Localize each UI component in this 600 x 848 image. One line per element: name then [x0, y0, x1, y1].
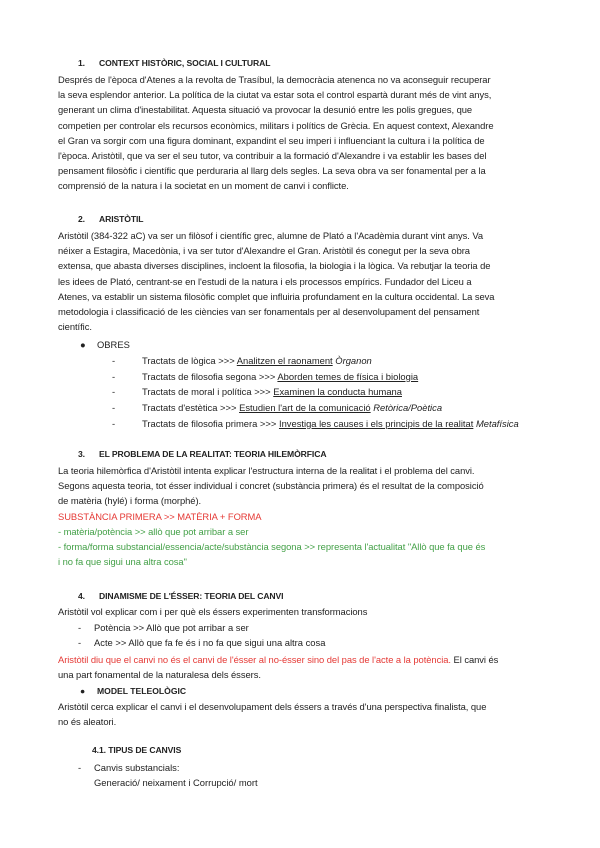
bullet-dot-icon: ● [80, 686, 86, 696]
bullet-obres: ● OBRES [80, 337, 130, 352]
works-list [112, 353, 519, 431]
paragraph-hilemorfica: La teoria hilemòrfica d'Aristòtil intenta explicar l'estructura interna de la realitat i el problema del canvi. Segons aquesta teoria, tot ésser individual i concret (substància primera) és el resultat de la composició de matèria (hylé) i forma (morphé). SUBSTÀNCIA PRIMERA >> MATÈRIA + FORMA - matèria/potència >> allò que pot arribar a ser - forma/forma substancial/essencia/acte/substància segona >> representa l'actualitat "Allò que fa que és i no fa que sigui una altra cosa" [58, 463, 546, 569]
list-item: - Acte >> Allò que fa fe és i no fa que sigui una altra cosa [78, 637, 326, 649]
list-item: - Canvis substancials: [78, 762, 180, 773]
section-heading-context: 1. CONTEXT HISTÒRIC, SOCIAL I CULTURAL [78, 58, 271, 68]
bullet-dot-icon: ● [80, 339, 86, 350]
list-item-detail: Generació/ neixament i Corrupció/ mort [94, 777, 258, 789]
paragraph-canvi: Aristòtil diu que el canvi no és el canvi de l'ésser al no-ésser sino del pas de l'acte a la potència. El canvi és una part fonamental de la naturalesa dels éssers. [58, 654, 499, 681]
section-heading-realitat: 3. EL PROBLEMA DE LA REALITAT: TEORIA HILEMÒRFICA [78, 449, 327, 459]
list-item: - Tractats de moral i política >>> Examinen la conducta humana [112, 386, 402, 398]
list-item: - Tractats de filosofia primera >>> Investiga les causes i els principis de la realitat Metafísica [112, 417, 519, 429]
canvi-items [78, 620, 325, 651]
bullet-model-teleologic: ● MODEL TELEOLÒGIC [80, 684, 186, 699]
paragraph-context: Després de l'època d'Atenes a la revolta de Trasíbul, la democràcia atenenca no va aconseguir recuperar la seva esplendor anterior. La política de la ciutat va estar sota el control espartà durant més de vint anys, generant un clima d'inestabilitat. Aquesta situació va provocar la desunió entre les polis gregues, que competien per controlar els recursos econòmics, militars i polítics de Grècia. En aquest context, Alexandre el Gran va sorgir com una figura dominant, expandint el seu imperi i influenciant la cultura i la política de l'època. Aristòtil, que va ser el seu tutor, va contribuir a la formació d'Alexandre i va establir les bases del pensament filosòfic i científic que perduraria al llarg dels segles. La seva obra va ser fonamental per a la comprensió de la natura i la societat en un moment de canvi i conflicte. [58, 74, 494, 192]
paragraph-aristotil: Aristòtil (384-322 aC) va ser un filòsof i científic grec, alumne de Plató a l'Acadèmia durant vint anys. Va néixer a Estagira, Macedònia, i va ser tutor d'Alexandre el Gran. Aristòtil és conegut per la seva obra extensa, que abasta diverses disciplines, incloent la filosofia, la biologia i la lògica. Va rebutjar la teoria de les idees de Plató, centrant-se en l'estudi de la natura i els processos empírics. Fundador del Liceu a Atenes, va establir un sistema filosòfic complet que influiria profundament en la cultura occidental. La seva metodologia i classificació de les ciències van ser fonamentals per al desenvolupament del pensament científic. [58, 230, 495, 333]
list-item: - Potència >> Allò que pot arribar a ser [78, 622, 249, 633]
paragraph-teleologic: Aristòtil cerca explicar el canvi i el desenvolupament dels éssers a través d'una perspectiva finalista, que no és aleatori. [58, 701, 487, 728]
tipus-canvis-list [78, 760, 258, 791]
subsection-heading-tipus-canvis: 4.1. TIPUS DE CANVIS [92, 745, 182, 755]
list-item: - Tractats de filosofia segona >>> Aborden temes de física i biologia [112, 370, 419, 382]
list-item: - Tractats de lògica >>> Analitzen el raonament Òrganon [112, 355, 372, 366]
substancia-formula: SUBSTÀNCIA PRIMERA >> MATÈRIA + FORMA [58, 510, 262, 522]
section-heading-dinamisme: 4. DINAMISME DE L'ÉSSER: TEORIA DEL CANVI [78, 591, 284, 601]
paragraph-canvi-intro: Aristòtil vol explicar com i per què els éssers experimenten transformacions [58, 606, 368, 617]
section-heading-aristotil: 2. ARISTÒTIL [78, 214, 144, 224]
list-item: - Tractats d'estètica >>> Estudien l'art de la comunicació Retòrica/Poètica [112, 402, 443, 414]
